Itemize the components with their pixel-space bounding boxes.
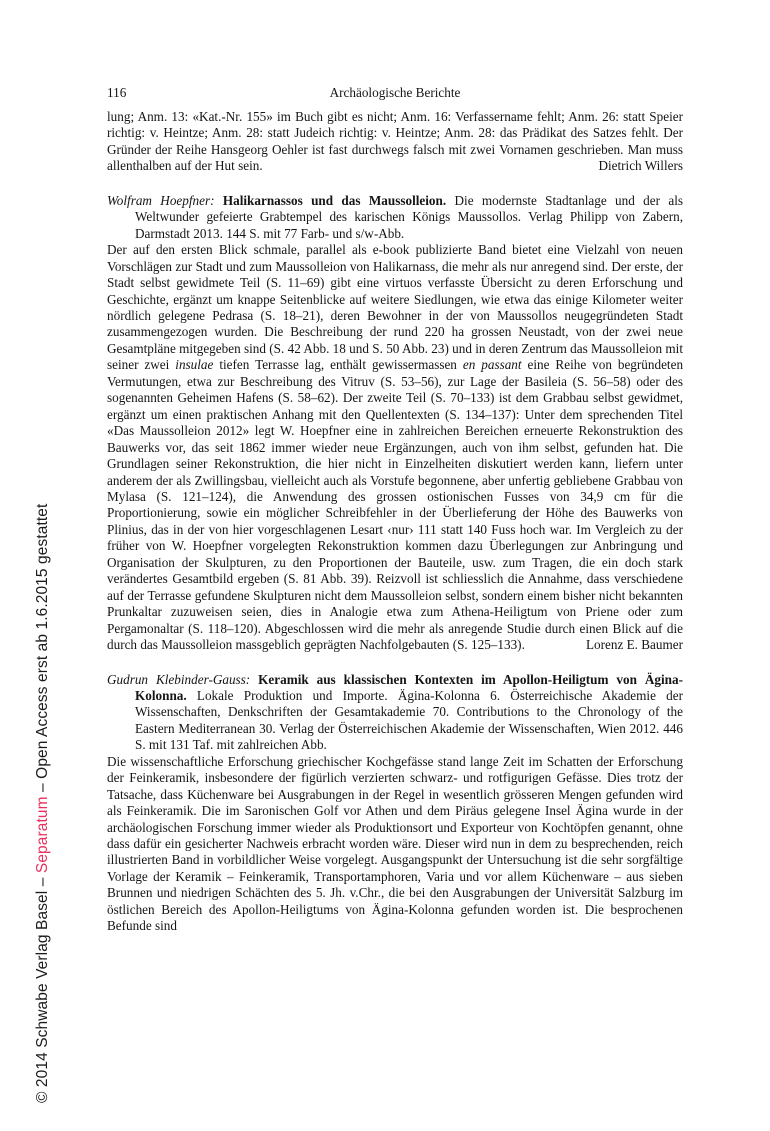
review-hoepfner-title: Halikarnassos und das Maussolleion. [222, 192, 447, 208]
page-number: 116 [107, 85, 127, 100]
review-klebinder-author: Gudrun Klebinder-Gauss: [107, 671, 251, 687]
review-hoepfner-heading [107, 193, 683, 242]
review-klebinder-text: Die wissenschaftliche Erforschung griechischer Kochgefässe stand lange Zeit im Schatten der Erforschung der Feinkeramik, insbesondere der figürlich verzierten schwarz- und rotfigurigen Gefässe. Dies trotz der Tatsache, dass Küchenware bei Ausgrabungen in der Regel in wesentlich grösseren Mengen gefunden wird als Feinkeramik. Die im Saronischen Golf vor Athen und dem Piräus gelegene Insel Ägina wurde in der archäologischen Forschung immer wieder als Produktionsort und Exporteur von Kochtöpfen genannt, ohne dass dafür ein gesicherter Nachweis erbracht worden wäre. Dieser wird nun in dem zu besprechenden, reich illustrierten Band in vorbildlicher Weise vorgelegt. Ausgangspunkt der Untersuchung ist die sehr sorgfältige Vorlage der Keramik – Feinkeramik, Transportamphoren, Varia und vor allem Küchenware – aus sieben Brunnen und niedrigen Schächten des 5. Jh. v.Chr., die bei den Ausgrabungen der Universität Salzburg im östlichen Bereich des Apollon-Heiligtums von Ägina-Kolonna gefunden worden ist. Die besprochenen Befunde sind [107, 753, 683, 934]
review-hoepfner-body [107, 242, 683, 653]
review-hoepfner-italic-insulae: insulae [175, 357, 214, 373]
review-klebinder-title: Keramik aus klassischen Kontexten im Apollon-Heiligtum von Ägina-Kolonna. [135, 671, 683, 703]
review-klebinder-body [107, 754, 683, 935]
sidebar-separatum-label: Separatum [34, 796, 51, 874]
review-hoepfner-text-1: Der auf den ersten Blick schmale, parallel als e-book publizierte Band bietet eine Vielzahl von neuen Vorschlägen zur Stadt und zum Maussolleion von Halikarnass, die mehr als nur anregend sind. Der erste, der Stadt selbst gewidmete Teil (S. 11–69) gibt eine virtuos verfasste Übersicht zu deren Erforschung und Geschichte, ergänzt um knappe Seitenblicke auf weitere Siedlungen, wie etwa das einige Kilometer weiter nördlich gelegene Pedrasa (S. 18–21), deren Bewohner in der von Maussollos neugegründeten Stadt zusammengezogen wurden. Die Beschreibung der rund 220 ha grossen Neustadt, von der zwei neue Gesamtpläne mitgegeben sind (S. 42 Abb. 18 und S. 50 Abb. 23) und in deren Zentrum das Maussolleion mit seiner zwei [107, 242, 683, 373]
sidebar-copyright-text: © 2014 Schwabe Verlag Basel – [34, 877, 51, 1103]
reviewer-signature-willers: Dietrich Willers [598, 158, 683, 174]
review-willers-text: lung; Anm. 13: «Kat.-Nr. 155» im Buch gibt es nicht; Anm. 16: Verfassername fehlt; Anm. 26: statt Speier richtig: v. Heintze; Anm. 28: statt Judeich richtig: v. Heintze; Anm. 28: das Prädikat des Satzes fehlt. Der Gründer der Reihe Hansgeorg Oehler ist fast durchwegs falsch mit zwei Vornamen geschrieben. Man muss allenthalben auf der Hut sein. [107, 109, 683, 174]
review-hoepfner-text-2: tiefen Terrasse lag, enthält gewissermassen [219, 357, 457, 373]
sidebar-copyright-notice [34, 504, 52, 1103]
review-hoepfner-italic-en-passant: en passant [462, 357, 522, 373]
text-column [107, 85, 683, 935]
review-klebinder-heading [107, 672, 683, 754]
review-hoepfner-bibliography: Die modernste Stadtanlage und der als Weltwunder gefeierte Grabtempel des karischen Königs Maussollos. Verlag Philipp von Zabern, Darmstadt 2013. 144 S. mit 77 Farb- und s/w-Abb. [135, 192, 684, 241]
review-hoepfner-author: Wolfram Hoepfner: [107, 192, 215, 208]
review-klebinder-bibliography: Lokale Produktion und Importe. Ägina-Kolonna 6. Österreichische Akademie der Wissenschaften, Denkschriften der Gesamtakademie 70. Contributions to the Chronology of the Eastern Mediterranean 30. Verlag der Österreichischen Akademie der Wissenschaften, Wien 2012. 446 S. mit 131 Taf. mit zahlreichen Abb. [135, 687, 683, 753]
review-willers-body [107, 109, 683, 175]
sidebar-open-access-text: – Open Access erst ab 1.6.2015 gestattet [34, 503, 51, 792]
running-head-title: Archäologische Berichte [329, 85, 461, 100]
running-header [107, 85, 683, 101]
reviewer-signature-baumer: Lorenz E. Baumer [585, 637, 683, 653]
review-hoepfner-text-3: eine Reihe von begründeten Vermutungen, etwa zur Beschreibung des Vitruv (S. 53–56), zur Lage der Basileia (S. 56–58) oder des sogenannten Geheimen Hafens (S. 58–62). Der zweite Teil (S. 70–133) ist dem Grabbau selbst gewidmet, ergänzt um einen praktischen Anhang mit den Quellentexten (S. 134–137): Unter dem sprechenden Titel «Das Maussolleion 2012» legt W. Hoepfner eine in zahlreichen Bereichen erneuerte Rekonstruktion des Bauwerks vor, das seit 1862 immer wieder neue Ergänzungen, auch von ihm selbst, gefunden hat. Die Grundlagen seiner Rekonstruktion, die hier nicht in Einzelheiten diskutiert werden kann, liefern unter anderem der als Zwillingsbau, vielleicht auch als Vorstufe begonnene, aber unfertig gebliebene Grabbau von Mylasa (S. 121–124), die Anwendung des grossen ostionischen Fusses von 34,9 cm für die Proportionierung, sowie ein möglicher Schreibfehler in der Überlieferung der Höhe des Bauwerks von Plinius, das in der von hier vorgeschlagenen Lesart ‹nur› 111 statt 140 Fuss hoch war. Im Vergleich zu der früher von W. Hoepfner vorgelegten Rekonstruktion kommen dazu Überlegungen zur Anbringung und Organisation der Skulpturen, zu den Proportionen der Bauteile, usw. zum Tragen, die ein doch stark verändertes Gesamtbild ergeben (S. 81 Abb. 39). Reizvoll ist schliesslich die Annahme, dass verschiedene auf der Terrasse gefundene Skulpturen nicht dem Maussolleion selbst, sondern einem bisher nicht bekannten Prunkaltar zuzuweisen seien, dies in Analogie etwa zum Athena-Heiligtum von Priene oder zum Pergamonaltar (S. 118–120). Abgeschlossen wird die mehr als anregende Studie durch einen Blick auf die durch das Maussolleion massgeblich geprägten Nachfolgebauten (S. 125–133). [107, 357, 684, 653]
